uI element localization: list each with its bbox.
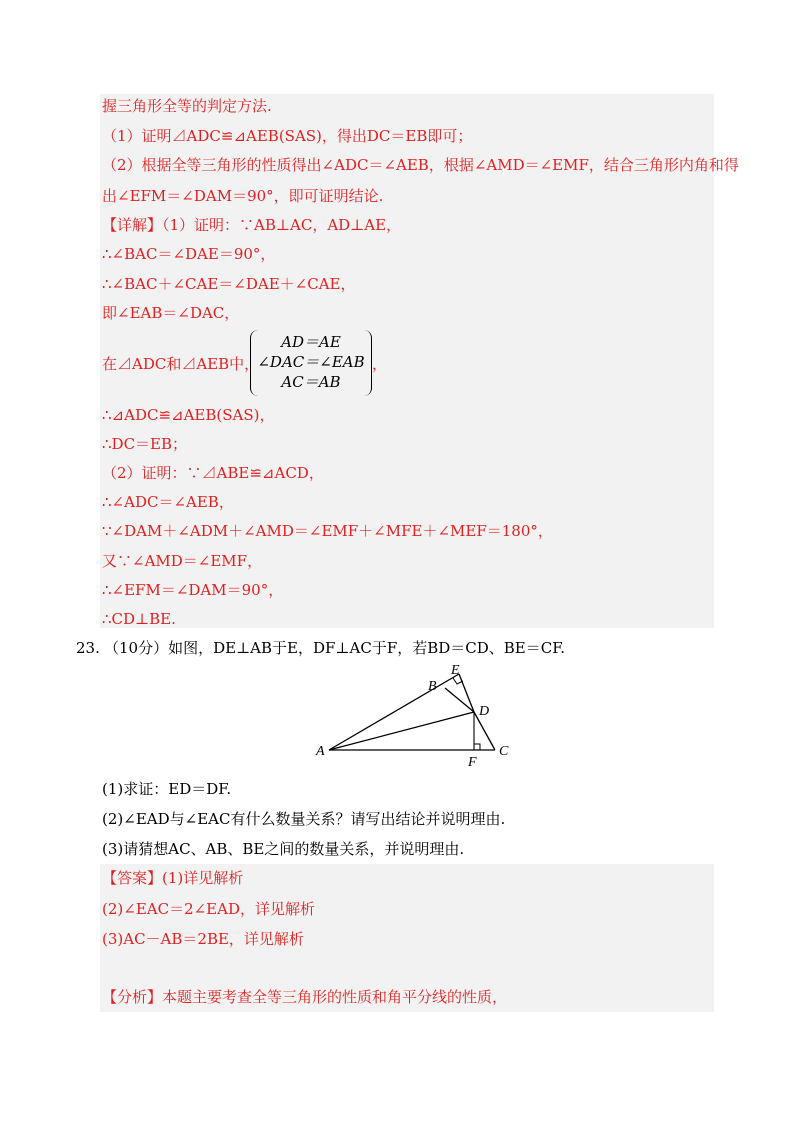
label-a: A: [316, 744, 325, 759]
label-b: B: [428, 679, 437, 694]
solution-line-3: （2）根据全等三角形的性质得出∠ADC＝∠AEB，根据∠AMD＝∠EMF，结合三角形内角和得: [102, 156, 739, 174]
answer-line-3: (3)AC－AB＝2BE，详见解析: [102, 930, 304, 948]
solution-line-1: 握三角形全等的判定方法.: [102, 97, 272, 115]
equation-system: [250, 330, 372, 398]
solution-line-17: ∴CD⊥BE.: [102, 610, 176, 628]
system-row-3: AC＝AB: [281, 373, 341, 391]
solution-line-12: （2）证明：∵⊿ABE≌⊿ACD，: [102, 464, 324, 482]
solution-line-10: ∴⊿ADC≌⊿AEB(SAS)，: [102, 406, 275, 424]
solution-line-15: 又∵∠AMD＝∠EMF，: [102, 552, 263, 570]
answer-line-1: 【答案】(1)详见解析: [102, 869, 244, 887]
right-angle-f: [474, 744, 480, 750]
question-number: 23.: [76, 639, 100, 657]
solution-line-7: ∴∠BAC＋∠CAE＝∠DAE＋∠CAE，: [102, 275, 356, 293]
system-row-2: ∠DAC＝∠EAB: [257, 353, 365, 371]
solution-line-16: ∴∠EFM＝∠DAM＝90°，: [102, 581, 284, 599]
question-stem: （10分）如图，DE⊥AB于E，DF⊥AC于F，若BD＝CD、BE＝CF.: [104, 639, 566, 657]
answer-line-2: (2)∠EAC＝2∠EAD，详见解析: [102, 900, 315, 918]
solution-line-13: ∴∠ADC＝∠AEB，: [102, 493, 234, 511]
solution-line-9-label: 在⊿ADC和⊿AEB中，: [102, 355, 260, 373]
triangle-figure: [310, 662, 530, 774]
question-part-2: (2)∠EAD与∠EAC有什么数量关系？请写出结论并说明理由.: [102, 810, 506, 828]
segment-ad: [329, 712, 474, 750]
solution-line-14: ∵∠DAM＋∠ADM＋∠AMD＝∠EMF＋∠MFE＋∠MEF＝180°，: [102, 522, 553, 540]
label-c: C: [499, 744, 509, 759]
solution-line-2: （1）证明⊿ADC≌⊿AEB(SAS)，得出DC＝EB即可；: [102, 127, 473, 145]
solution-line-5: 【详解】（1）证明：∵AB⊥AC，AD⊥AE，: [102, 216, 402, 234]
label-d: D: [479, 704, 490, 719]
solution-line-11: ∴DC＝EB；: [102, 435, 188, 453]
solution-line-6: ∴∠BAC＝∠DAE＝90°，: [102, 245, 276, 263]
answer-line-4: 【分析】本题主要考查全等三角形的性质和角平分线的性质，: [102, 988, 508, 1006]
segment-ae: [329, 674, 459, 750]
label-f: F: [468, 755, 477, 770]
label-e: E: [451, 663, 460, 678]
solution-line-9-end: ，: [372, 355, 388, 373]
question-part-3: (3)请猜想AC、AB、BE之间的数量关系，并说明理由.: [102, 840, 465, 858]
solution-line-8: 即∠EAB＝∠DAC，: [102, 304, 240, 322]
question-part-1: (1)求证：ED＝DF.: [102, 780, 232, 798]
solution-line-4: 出∠EFM＝∠DAM＝90°，即可证明结论.: [102, 187, 384, 205]
system-row-1: AD＝AE: [281, 333, 341, 351]
